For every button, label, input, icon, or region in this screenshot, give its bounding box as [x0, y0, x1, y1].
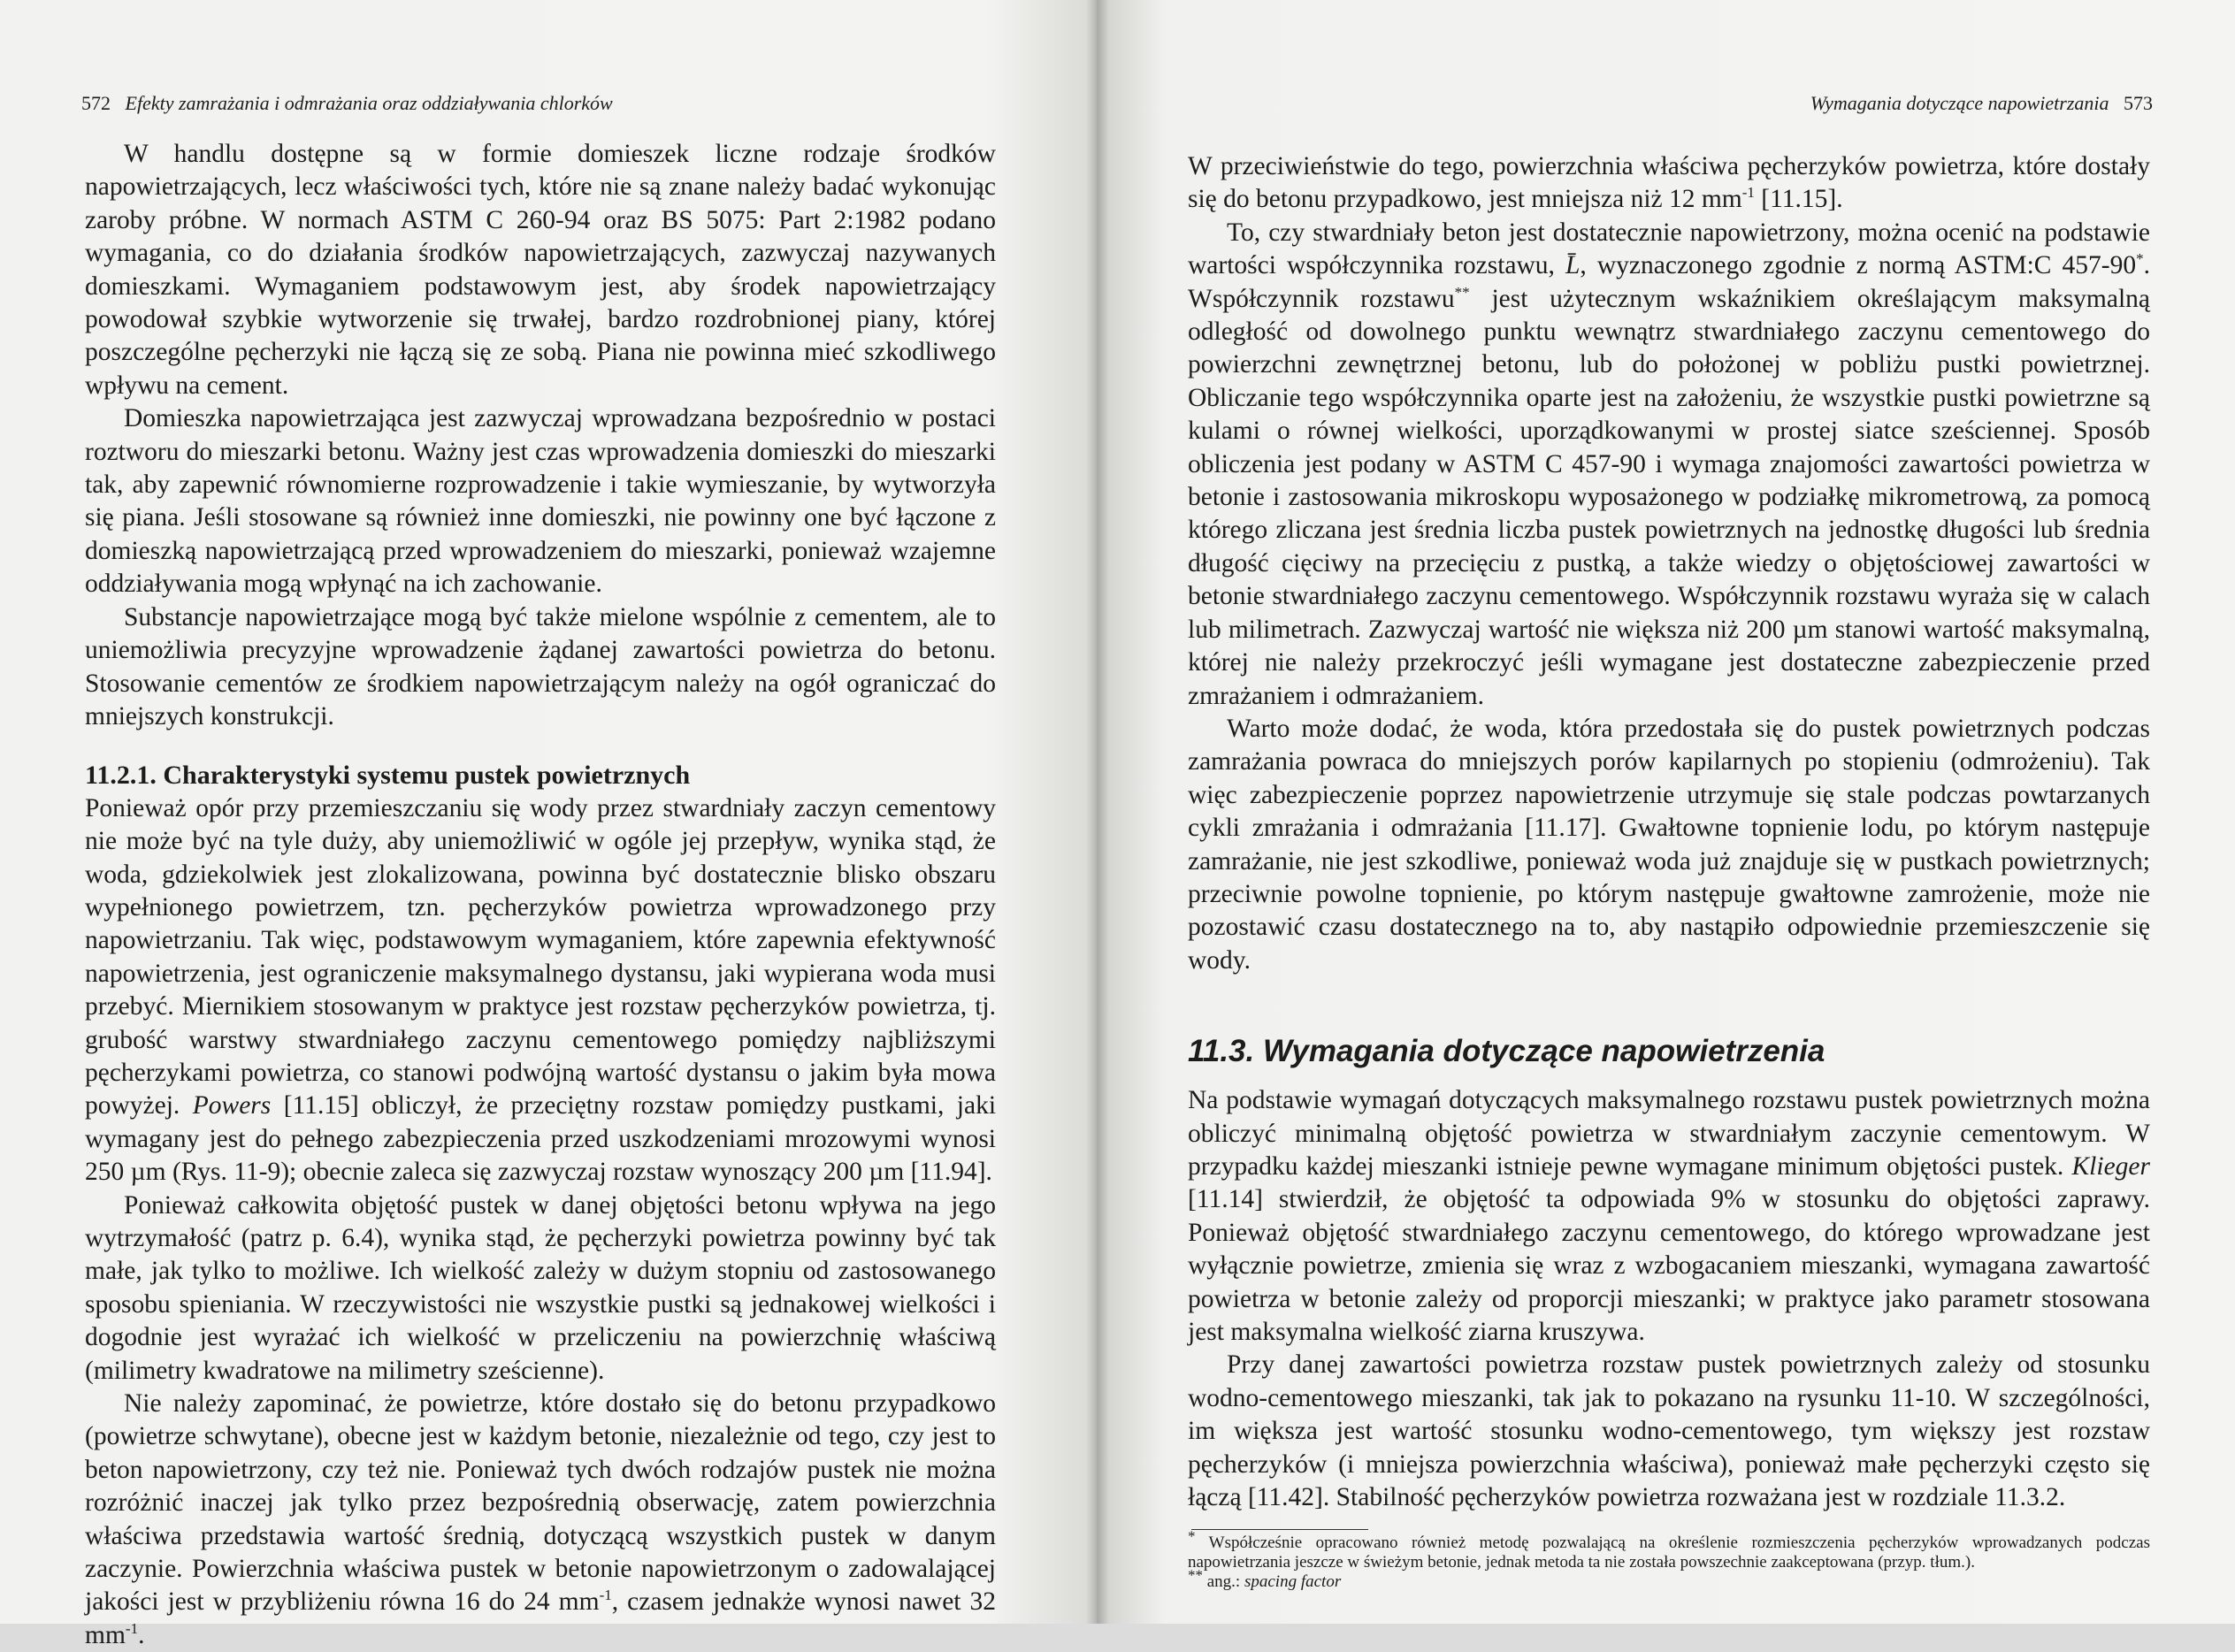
paragraph-text: , wyznaczonego zgodnie z normą ASTM:C 457-90 [1580, 251, 2137, 280]
paragraph [1188, 217, 2150, 713]
footnote-text: ang.: [1206, 1572, 1241, 1592]
footnote [1188, 1567, 2150, 1592]
book-gutter [1086, 0, 1109, 1624]
paragraph-text: jest użytecznym wskaźnikiem określającym maksymalną odległość od dowolnego punktu wewnątrz stwardniałego zaczynu cementowego do powierzchni zewnętrznej betonu, lub do położonej w pobliżu pustki powietrznej. Obliczanie tego współczynnika oparte jest na założeniu, że wszystkie pustki powietrzne są kulami o równej wielkości, uporządkowanymi w prostej siatce sześciennej. Sposób obliczenia jest podany w ASTM C 457-90 i wymaga znajomości zawartości powietrza w betonie i zastosowania mikroskopu wyposażonego w podziałkę mikrometrową, za pomocą którego zliczana jest średnia liczba pustek powietrznych na jednostkę długości lub średnia długość cięciwy na przecięciu z pustką, a także wiedzy o objętościowej zawartości w betonie stwardniałego zaczynu cementowego. Współczynnik rozstawu wyraża się w calach lub milimetrach. Zazwyczaj wartość nie większa niż 200 µm stanowi wartość maksymalną, której nie należy przekroczyć jeśli wymagane jest dostateczne zabezpieczenie przed zmrażaniem i odmrażaniem. [1188, 284, 2150, 710]
author-name: Klieger [2071, 1151, 2150, 1181]
paragraph-text: To, czy stwardniały beton jest dostatecznie napowietrzony, można ocenić na podstawie wartości współczynnika rozstawu, [1188, 218, 2150, 280]
paragraph-text: Na podstawie wymagań dotyczących maksymalnego rozstawu pustek powietrznych można obliczyć minimalną objętość powietrza w stwardniałym zaczynie cementowym. W przypadku każdej mieszanki istnieje pewne wymagane minimum objętości pustek. [1188, 1086, 2150, 1181]
superscript: -1 [1741, 184, 1755, 202]
left-body-text [85, 138, 996, 1652]
paragraph [1188, 150, 2150, 217]
paragraph: Przy danej zawartości powietrza rozstaw pustek powietrznych zależy od stosunku wodno-cementowego mieszanki, tak jak to pokazano na rysunku 11-10. W szczególności, im większa jest wartość stosunku wodno-cementowego, tym większy jest rozstaw pęcherzyków (i mniejsza powierzchnia właściwa), ponieważ małe pęcherzyki często się łączą [11.42]. Stabilność pęcherzyków powietrza rozważana jest w rozdziale 11.3.2. [1188, 1350, 2150, 1512]
footnotes [1188, 1529, 2150, 1592]
footnote-marker: ** [1454, 283, 1470, 301]
footnote-text: Współcześnie opracowano również metodę pozwalającą na określenie rozmieszczenia pęcherzyków wprowadzanych podczas napowietrzania jeszcze w świeżym betonie, jednak metoda ta nie została powszechnie zaakceptowana (przyp. tłum.). [1188, 1533, 2150, 1572]
paragraph [85, 1388, 996, 1652]
footnote-marker: * [1188, 1528, 1196, 1546]
page-number: 573 [2124, 92, 2153, 114]
paragraph-text: Nie należy zapominać, że powietrze, które dostało się do betonu przypadkowo (powietrze schwytane), obecne jest w każdym betonie, niezależnie od tego, czy jest to beton napowietrzony, czy też nie. Ponieważ tych dwóch rodzajów pustek nie można rozróżnić inaczej jak tylko przez bezpośrednią obserwację, zatem powierzchnia właściwa przedstawia wartość średnią, dotyczącą wszystkich pustek w danym zaczynie. Powierzchnia właściwa pustek w betonie napowietrzonym o zadowalającej jakości jest w przybliżeniu równa 16 do 24 mm [85, 1389, 996, 1617]
paragraph-text: . Współczynnik rozstawu [1188, 251, 2151, 313]
section-heading: 11.3. Wymagania dotyczące napowietrzenia [1188, 1034, 1826, 1069]
paragraph-text: . [138, 1620, 145, 1649]
paragraph-text: W przeciwieństwie do tego, powierzchnia właściwa pęcherzyków powietrza, które dostały się do betonu przypadkowo, jest mniejsza niż 12 mm [1188, 152, 2150, 214]
paragraph: Ponieważ całkowita objętość pustek w danej objętości betonu wpływa na jego wytrzymałość (patrz p. 6.4), wynika stąd, że pęcherzyki powietrza powinny być tak małe, jak tylko to możliwe. Ich wielkość zależy w dużym stopniu od zastosowanego sposobu spieniania. W rzeczywistości nie wszystkie pustki są jednakowej wielkości i dogodnie jest wyrażać ich wielkość w przeliczeniu na powierzchnię właściwą (milimetry kwadratowe na milimetry sześcienne). [85, 1190, 996, 1385]
paragraph: W handlu dostępne są w formie domieszek liczne rodzaje środków napowietrzających, lecz właściwości tych, które nie są znane należy badać wykonując zaroby próbne. W normach ASTM C 260-94 oraz BS 5075: Part 2:1982 podano wymagania, co do działania środków napowietrzających, zazwyczaj nazywanych domieszkami. Wymaganiem podstawowym jest, aby środek napowietrzający powodował szybkie wytworzenie się trwałej, bardzo rozdrobnionej piany, której poszczególne pęcherzyki nie łączą się ze sobą. Piana nie powinna mieć szkodliwego wpływu na cement. [85, 140, 996, 400]
right-page [1097, 0, 2235, 1624]
math-symbol: L̄ [1565, 251, 1581, 280]
paragraph-text: , czasem jednakże wynosi nawet 32 mm [85, 1587, 996, 1649]
running-title: Efekty zamrażania i odmrażania oraz oddziaływania chlorków [125, 92, 613, 114]
paragraph-text: Ponieważ opór przy przemieszczaniu się wody przez stwardniały zaczyn cementowy nie może być na tyle duży, aby uniemożliwić w ogóle jej przepływ, wynika stąd, że woda, gdziekolwiek jest zlokalizowana, powinna być dostatecznie blisko obszaru wypełnionego powietrzem, tzn. pęcherzyków powietrza wprowadzonego przy napowietrzaniu. Tak więc, podstawowym wymaganiem, które zapewnia efektywność napowietrzenia, jest ograniczenie maksymalnego dystansu, jaki wypierana woda musi przebyć. Miernikiem stosowanym w praktyce jest rozstaw pęcherzyków powietrza, tj. grubość warstwy stwardniałego zaczynu cementowego pomiędzy najbliższymi pęcherzykami powietrza, co stanowi podwójną wartość dystansu o jakim była mowa powyżej. [85, 793, 996, 1120]
running-title: Wymagania dotyczące napowietrzania [1810, 92, 2109, 114]
footnote-term: spacing factor [1244, 1572, 1342, 1592]
paragraph: Substancje napowietrzające mogą być także mielone wspólnie z cementem, ale to uniemożliwia precyzyjne wprowadzenie żądanej zawartości powietrza do betonu. Stosowanie cementów ze środkiem napowietrzającym należy na ogół ograniczać do mniejszych konstrukcji. [85, 602, 996, 730]
footnote-marker: * [2136, 250, 2144, 268]
footnote [1188, 1528, 2150, 1572]
right-running-header [1810, 92, 2153, 115]
author-name: Powers [192, 1091, 272, 1120]
paragraph [1188, 1084, 2150, 1349]
superscript: -1 [599, 1587, 612, 1604]
subsection-heading: 11.2.1. Charakterystyki systemu pustek powietrznych [85, 761, 691, 791]
footnote-divider [1191, 1529, 1368, 1530]
superscript: -1 [125, 1620, 139, 1638]
paragraph-text: [11.14] stwierdził, że objętość ta odpowiada 9% w stosunku do objętości zaprawy. Ponieważ objętość stwardniałego zaczynu cementowego, do którego wprowadzane jest wyłącznie powietrze, zmienia się wraz z wzbogacaniem mieszanki, wymagana zawartość powietrza w betonie zależy od proporcji mieszanki; w praktyce jako parametr stosowana jest maksymalna wielkość ziarna kruszywa. [1188, 1185, 2150, 1346]
paragraph-text: [11.15] obliczył, że przeciętny rozstaw pomiędzy pustkami, jaki wymagany jest do pełnego zabezpieczenia przed uszkodzeniami mrozowymi wynosi 250 µm (Rys. 11-9); obecnie zaleca się zazwyczaj rozstaw wynoszący 200 µm [11.94]. [85, 1091, 997, 1187]
paragraph: Warto może dodać, że woda, która przedostała się do pustek powietrznych podczas zamrażania powraca do mniejszych porów kapilarnych po stopieniu (odmrożeniu). Tak więc zabezpieczenie poprzez napowietrzenie utrzymuje się stale podczas powtarzanych cykli zmrażania i odmrażania [11.17]. Gwałtowne topnienie lodu, po którym następuje zamrażanie, nie jest szkodliwe, ponieważ woda już znajduje się w pustkach powietrznych; przeciwnie powolne topnienie, po którym następuje gwałtowne zamrożenie, może nie pozostawić czasu dostatecznego na to, aby nastąpiło odpowiednie przemieszczenie się wody. [1188, 714, 2150, 975]
page-number: 572 [81, 92, 111, 114]
left-running-header [81, 92, 613, 115]
footnote-marker: ** [1188, 1567, 1203, 1585]
left-page [0, 0, 1097, 1649]
paragraph [85, 792, 996, 1189]
paragraph-text: [11.15]. [1754, 185, 1843, 214]
paragraph: Domieszka napowietrzająca jest zazwyczaj wprowadzana bezpośrednio w postaci roztworu do mieszarki betonu. Ważny jest czas wprowadzenia domieszki do mieszarki tak, aby zapewnić równomierne rozprowadzenie i takie wymieszanie, by wytworzyła się piana. Jeśli stosowane są również inne domieszki, nie powinny one być łączone z domieszką napowietrzającą przed wprowadzeniem do mieszarki, ponieważ wzajemne oddziaływania mogą wpłynąć na ich zachowanie. [85, 404, 996, 599]
right-body-text [1188, 150, 2150, 1592]
